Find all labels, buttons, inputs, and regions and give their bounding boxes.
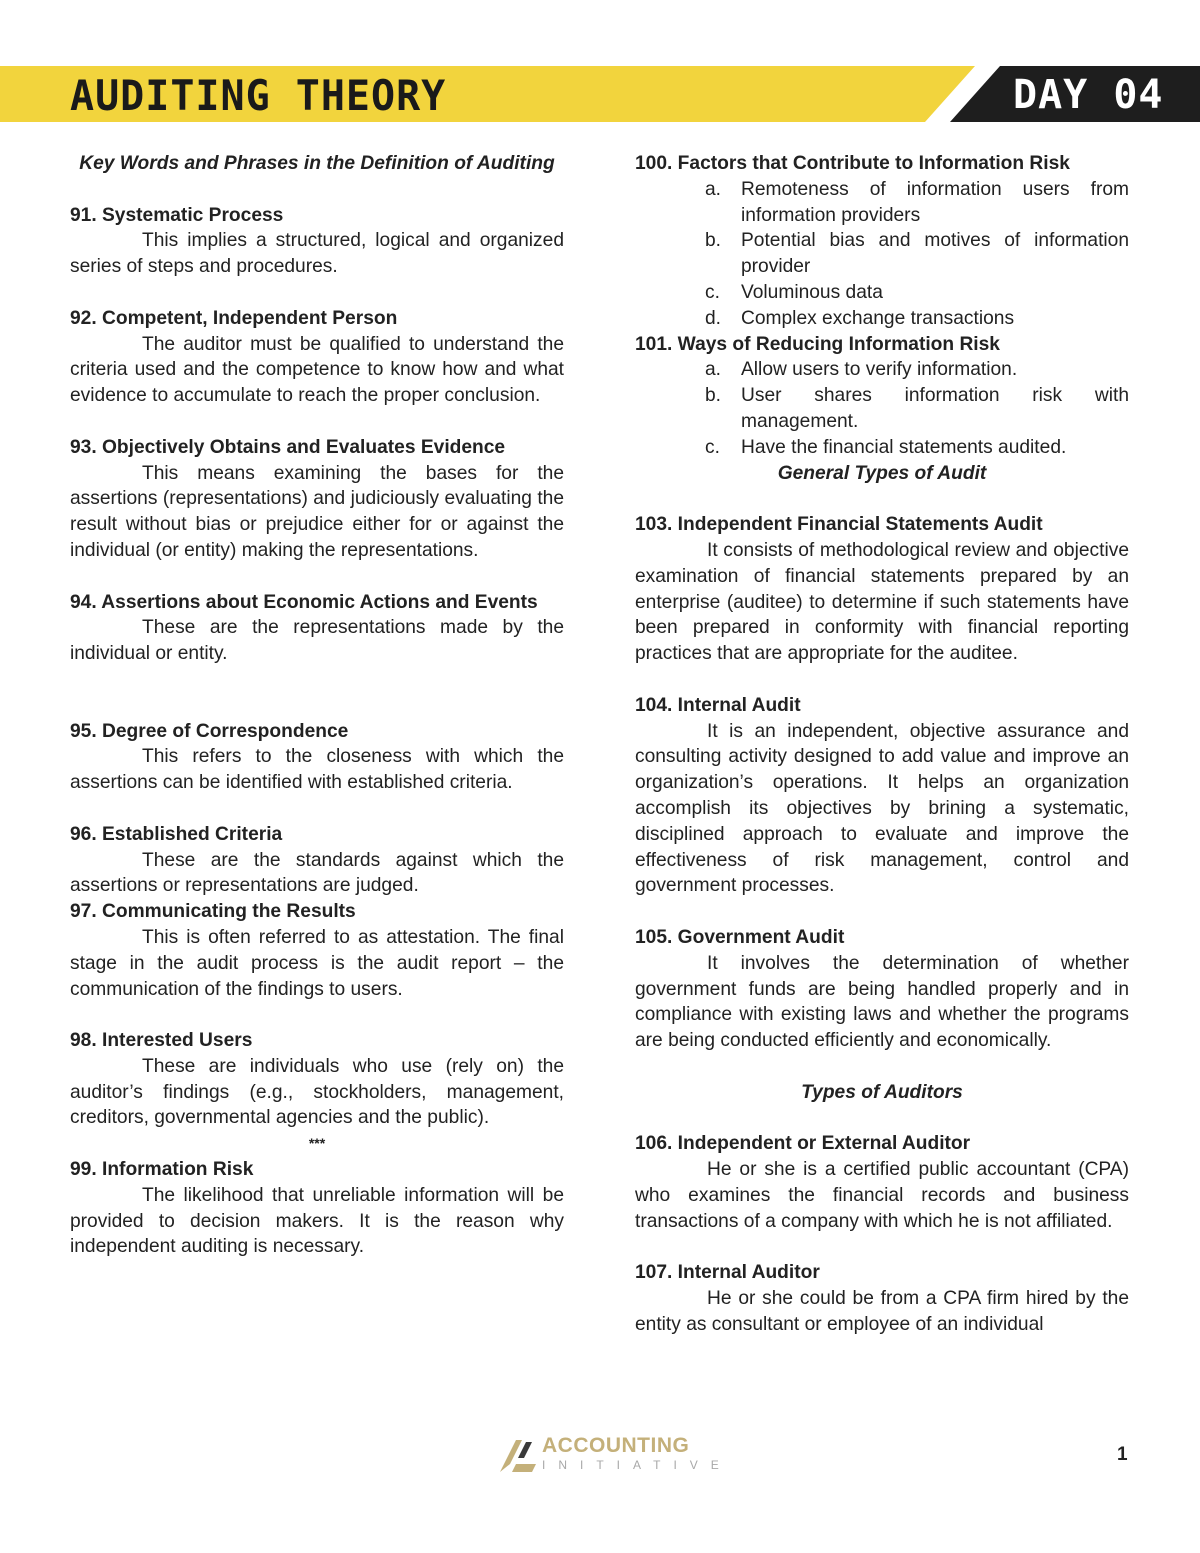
list-marker: a. (705, 359, 722, 381)
entry-heading-95: 95. Degree of Correspondence (70, 720, 349, 742)
section-title-key-words: Key Words and Phrases in the Definition of Auditing (79, 153, 555, 174)
entry-text-103: It consists of methodological review and objective examination of financial statements prepared by an enterprise (auditee) to determine if such statements have been prepared in conformity with financial reporting practices that are appropriate for the auditee. (635, 539, 1129, 665)
right-column (635, 151, 1129, 1338)
entry-heading-103: 103. Independent Financial Statements Audit (635, 514, 1043, 536)
factors-heading: 100. Factors that Contribute to Information Risk (635, 153, 1070, 174)
entry-text-95: This refers to the closeness with which the assertions can be identified with established criteria. (70, 746, 564, 794)
left-column (70, 151, 564, 1260)
list-marker: d. (705, 307, 722, 329)
list-item (635, 306, 1129, 332)
logo-subtitle: INITIATIVE (542, 1458, 732, 1472)
entry-heading-93: 93. Objectively Obtains and Evaluates Evidence (70, 436, 506, 458)
list-item-text: Allow users to verify information. (741, 359, 1018, 381)
list-item-text: Voluminous data (741, 281, 883, 303)
entry-heading-99: 99. Information Risk (70, 1159, 254, 1181)
page-header (0, 66, 1200, 122)
list-item (635, 357, 1129, 383)
header-day-label: DAY 04 (1013, 72, 1164, 118)
separator-stars: *** (308, 1135, 326, 1152)
entry-heading-97: 97. Communicating the Results (70, 901, 356, 923)
entry-heading-91: 91. Systematic Process (70, 204, 284, 226)
list-item (635, 228, 1129, 280)
accounting-initiative-logo (496, 1434, 732, 1476)
entry-text-91: This implies a structured, logical and organized series of steps and procedures. (70, 230, 564, 278)
list-marker: b. (705, 385, 722, 407)
entry-text-104: It is an independent, objective assurance and consulting activity designed to add value and improve an organization’s operations. It helps an organization accomplish its objectives by brining a systematic, disciplined approach to evaluate and improve the effectiveness of risk management, control and government processes. (635, 720, 1129, 897)
entry-heading-106: 106. Independent or External Auditor (635, 1133, 971, 1155)
entry-text-106: He or she is a certified public accountant (CPA) who examines the financial records and business transactions of a company with which he is not affiliated. (635, 1159, 1129, 1232)
header-title: AUDITING THEORY (70, 72, 447, 121)
entry-text-98: These are individuals who use (rely on) the auditor’s findings (e.g., stockholders, management, creditors, governmental agencies and the public). (70, 1055, 564, 1129)
list-item-text: User shares information risk with management. (741, 385, 1129, 432)
entry-heading-96: 96. Established Criteria (70, 823, 283, 845)
factors-list (635, 177, 1129, 332)
section-title-types-of-auditors: Types of Auditors (801, 1081, 963, 1103)
logo-wordmark: ACCOUNTING (542, 1434, 690, 1457)
logo-mark-icon (496, 1434, 540, 1474)
list-item (635, 383, 1129, 435)
list-marker: c. (705, 281, 720, 303)
section-title-general-types: General Types of Audit (777, 462, 987, 484)
entry-heading-105: 105. Government Audit (635, 926, 845, 948)
ways-heading: 101. Ways of Reducing Information Risk (635, 333, 1000, 355)
page-number: 1 (1117, 1444, 1128, 1465)
list-marker: b. (705, 230, 722, 252)
list-item-text: Remoteness of information users from information providers (741, 178, 1129, 226)
list-marker: c. (705, 436, 720, 458)
entry-text-107: He or she could be from a CPA firm hired by the entity as consultant or employee of an individual (635, 1288, 1129, 1335)
entry-heading-107: 107. Internal Auditor (635, 1262, 820, 1284)
entry-heading-92: 92. Competent, Independent Person (70, 307, 398, 329)
entry-text-92: The auditor must be qualified to understand the criteria used and the competence to know how and what evidence to accumulate to reach the proper conclusion. (70, 333, 564, 407)
entry-text-99: The likelihood that unreliable information will be provided to decision makers. It is the reason why independent auditing is necessary. (70, 1184, 564, 1258)
entry-text-105: It involves the determination of whether government funds are being handled properly and in compliance with existing laws and whether the programs are being conducted efficiently and economically. (635, 952, 1129, 1052)
entry-text-93: This means examining the bases for the assertions (representations) and judiciously evaluating the result without bias or prejudice either for or against the individual (or entity) making the representations. (70, 462, 564, 561)
entry-heading-98: 98. Interested Users (70, 1030, 253, 1052)
list-item (635, 280, 1129, 306)
entry-text-94: These are the representations made by the individual or entity. (70, 617, 564, 665)
list-item-text: Potential bias and motives of information provider (741, 230, 1129, 278)
ways-list (635, 357, 1129, 460)
entry-text-97: This is often referred to as attestation. The final stage in the audit process is the audit report – the communication of the findings to users. (70, 926, 564, 1000)
list-item-text: Have the financial statements audited. (741, 436, 1067, 458)
list-item (635, 177, 1129, 229)
entry-text-96: These are the standards against which the assertions or representations are judged. (70, 849, 564, 897)
entry-heading-94: 94. Assertions about Economic Actions and Events (70, 591, 538, 613)
list-item-text: Complex exchange transactions (741, 307, 1015, 329)
entry-heading-104: 104. Internal Audit (635, 694, 801, 716)
list-item (635, 435, 1129, 461)
list-marker: a. (705, 178, 722, 200)
